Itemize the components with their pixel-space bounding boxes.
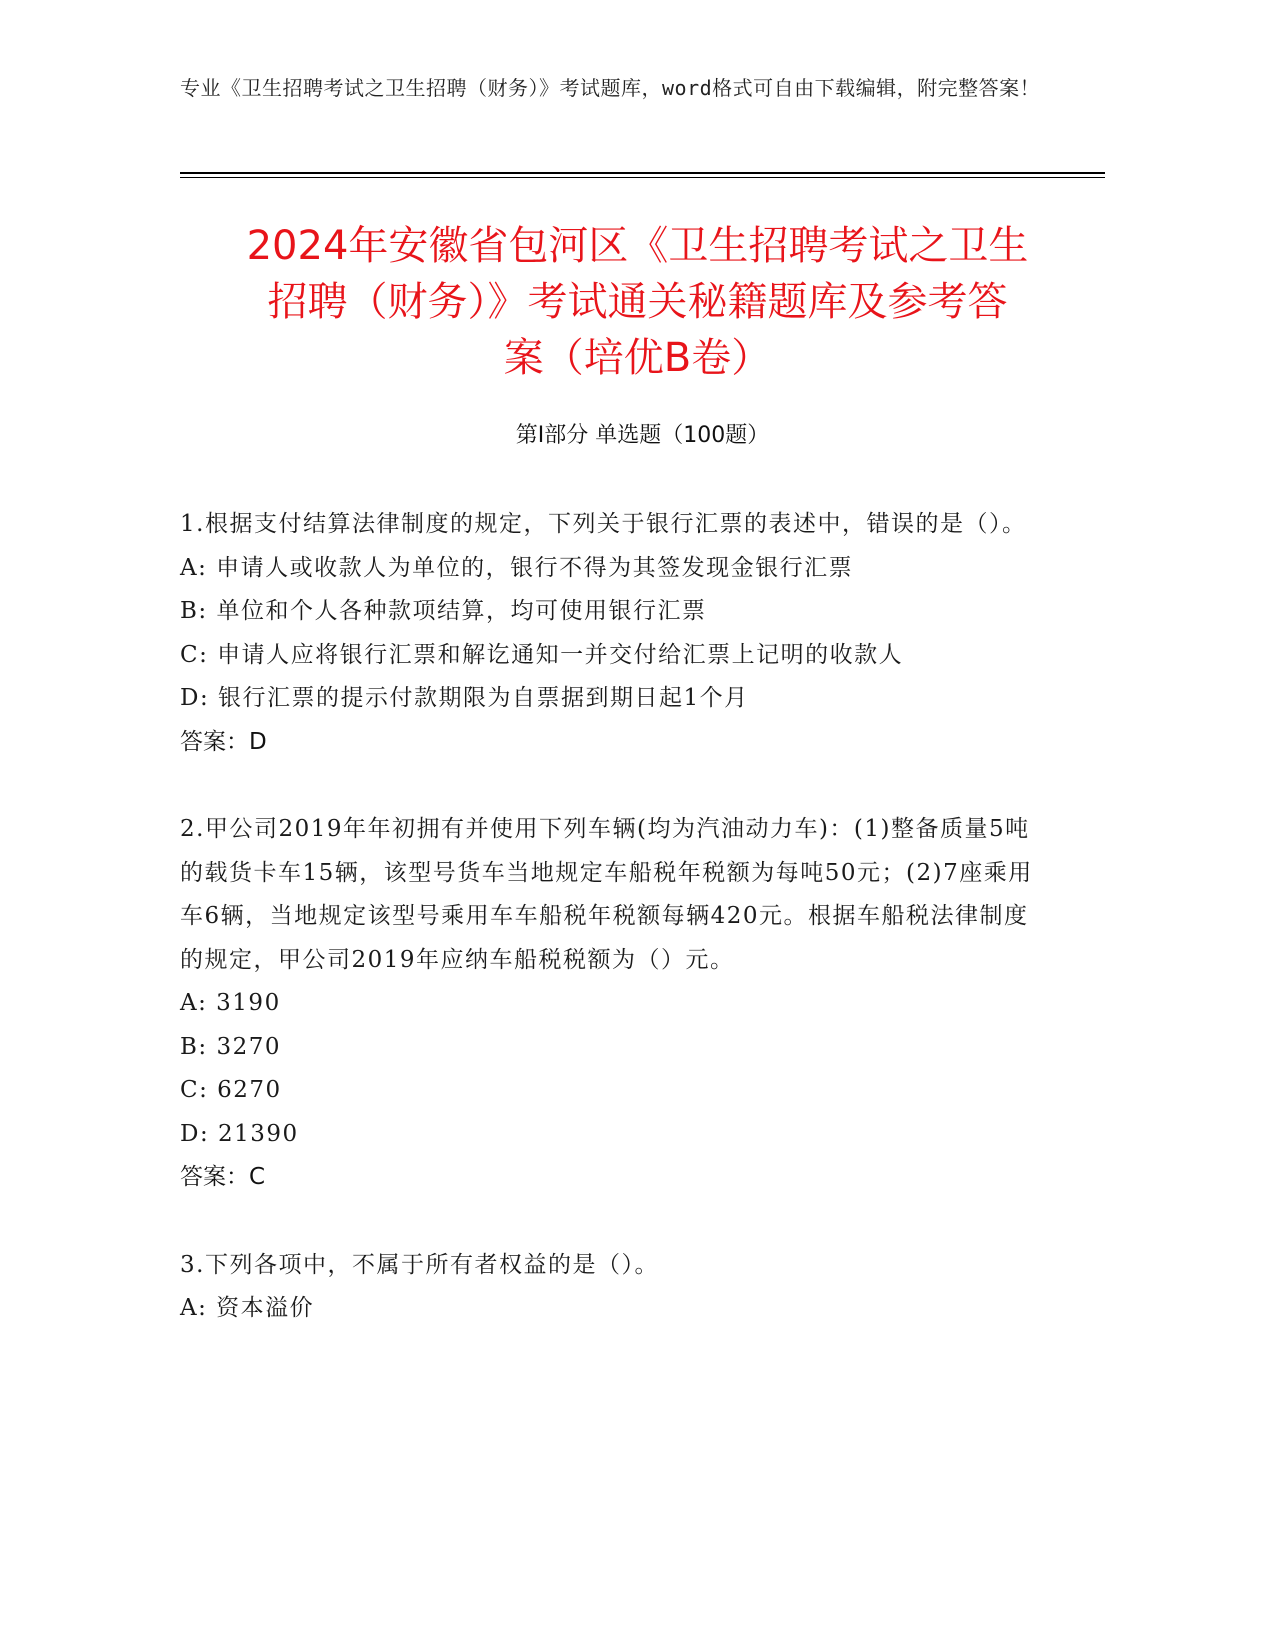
question-stem: 2.甲公司2019年年初拥有并使用下列车辆(均为汽油动力车)：(1)整备质量5吨的载货卡车15辆，该型号货车当地规定车船税年税额为每吨50元；(2)7座乘用车6辆，当地规定该型号乘用车车船税年税额每辆420元。根据车船税法律制度的规定，甲公司2019年应纳车船税税额为（）元。: [180, 816, 1033, 973]
option-c: C: 申请人应将银行汇票和解讫通知一并交付给汇票上记明的收款人: [180, 641, 904, 668]
option-a: A: 资本溢价: [180, 1295, 315, 1321]
option-a: A: 申请人或收款人为单位的，银行不得为其签发现金银行汇票: [180, 554, 854, 581]
header-divider-thick: [180, 172, 1105, 174]
question-2: [180, 808, 1040, 1200]
question-list: [180, 503, 1040, 1375]
answer: 答案：D: [180, 728, 267, 755]
document-title-line-3: 案（培优B卷）: [503, 335, 772, 381]
document-title-line-1: 2024年安徽省包河区《卫生招聘考试之卫生: [246, 223, 1029, 269]
question-stem: 1.根据支付结算法律制度的规定，下列关于银行汇票的表述中，错误的是（）。: [180, 511, 1027, 537]
question-3: [180, 1244, 1040, 1331]
option-b: B: 3270: [180, 1033, 281, 1060]
document-title-line-2: 招聘（财务）》考试通关秘籍题库及参考答: [267, 279, 1008, 325]
document-title: [150, 218, 1125, 386]
header-divider-thin: [180, 177, 1105, 178]
option-c: C: 6270: [180, 1077, 282, 1103]
header-note: 专业《卫生招聘考试之卫生招聘（财务）》考试题库，word格式可自由下载编辑，附完整答案！: [180, 76, 1041, 100]
option-d: D: 银行汇票的提示付款期限为自票据到期日起1个月: [180, 685, 749, 711]
option-d: D: 21390: [180, 1120, 299, 1147]
option-b: B: 单位和个人各种款项结算，均可使用银行汇票: [180, 598, 707, 624]
answer: 答案：C: [180, 1164, 266, 1190]
option-a: A: 3190: [180, 990, 281, 1016]
question-stem: 3.下列各项中，不属于所有者权益的是（）。: [180, 1251, 659, 1278]
section-title: 第Ⅰ部分 单选题（100题）: [515, 423, 770, 448]
question-1: [180, 503, 1040, 764]
